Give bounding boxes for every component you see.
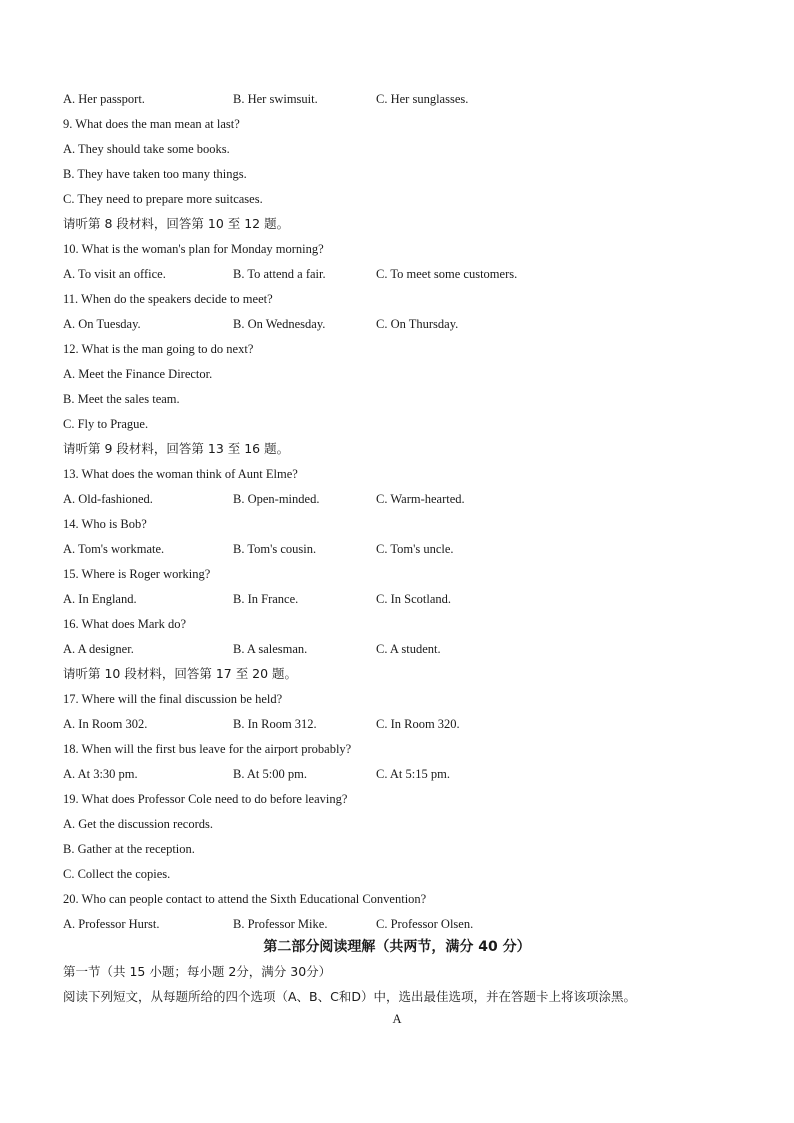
answer-option: A. On Tuesday. [63, 317, 141, 331]
answer-option: C. Professor Olsen. [376, 917, 474, 931]
answer-option: C. To meet some customers. [376, 267, 518, 281]
question: 14. Who is Bob? [63, 517, 147, 531]
answer-option: A. Tom's workmate. [63, 542, 165, 556]
exam-line: B. They have taken too many things. [63, 167, 247, 181]
question: 11. When do the speakers decide to meet? [63, 292, 273, 306]
question: 19. What does Professor Cole need to do before leaving? [63, 792, 348, 806]
answer-option: B. Professor Mike. [233, 917, 328, 931]
passage-label: A [392, 1012, 402, 1026]
answer-option: C. In Scotland. [376, 592, 451, 606]
answer-option: A. To visit an office. [63, 267, 166, 281]
answer-option: B. At 5:00 pm. [233, 767, 307, 781]
answer-option: C. On Thursday. [376, 317, 459, 331]
exam-line: 请听第 9 段材料，回答第 13 至 16 题。 [63, 441, 290, 456]
question: 17. Where will the final discussion be held? [63, 692, 283, 706]
question: 16. What does Mark do? [63, 617, 187, 631]
part-heading: 第二部分阅读理解（共两节，满分 40 分） [263, 939, 531, 955]
exam-line: 请听第 10 段材料，回答第 17 至 20 题。 [63, 666, 298, 681]
answer-option: A. In England. [63, 592, 137, 606]
answer-option: A. Her passport. [63, 92, 145, 106]
question: 12. What is the man going to do next? [63, 342, 254, 356]
answer-option: A. In Room 302. [63, 717, 148, 731]
answer-option: A. Old-fashioned. [63, 492, 153, 506]
question: 15. Where is Roger working? [63, 567, 211, 581]
answer-option: C. A student. [376, 642, 441, 656]
exam-line: A. Get the discussion records. [63, 817, 213, 831]
answer-option: B. Her swimsuit. [233, 92, 318, 106]
answer-option: C. At 5:15 pm. [376, 767, 450, 781]
question: 20. Who can people contact to attend the Sixth Educational Convention? [63, 892, 427, 906]
answer-option: B. In Room 312. [233, 717, 317, 731]
question: 18. When will the first bus leave for the airport probably? [63, 742, 352, 756]
exam-line: B. Gather at the reception. [63, 842, 195, 856]
answer-option: C. Tom's uncle. [376, 542, 454, 556]
exam-line: A. They should take some books. [63, 142, 230, 156]
answer-option: B. Open-minded. [233, 492, 320, 506]
answer-option: B. In France. [233, 592, 299, 606]
question: 13. What does the woman think of Aunt Elme? [63, 467, 298, 481]
answer-option: A. A designer. [63, 642, 134, 656]
answer-option: C. Warm-hearted. [376, 492, 465, 506]
exam-line: A. Meet the Finance Director. [63, 367, 213, 381]
exam-line: C. Fly to Prague. [63, 417, 149, 431]
instruction: 阅读下列短文，从每题所给的四个选项（A、B、C和D）中，选出最佳选项，并在答题卡上将该项涂黑。 [63, 989, 636, 1004]
question: 9. What does the man mean at last? [63, 117, 240, 131]
answer-option: C. In Room 320. [376, 717, 460, 731]
answer-option: B. Tom's cousin. [233, 542, 317, 556]
answer-option: A. At 3:30 pm. [63, 767, 138, 781]
exam-line: 请听第 8 段材料，回答第 10 至 12 题。 [63, 216, 290, 231]
answer-option: B. To attend a fair. [233, 267, 326, 281]
answer-option: B. On Wednesday. [233, 317, 326, 331]
exam-line: B. Meet the sales team. [63, 392, 180, 406]
question: 10. What is the woman's plan for Monday morning? [63, 242, 324, 256]
answer-option: C. Her sunglasses. [376, 92, 469, 106]
section-line: 第一节（共 15 小题；每小题 2分，满分 30分） [63, 964, 332, 979]
exam-line: C. They need to prepare more suitcases. [63, 192, 263, 206]
answer-option: A. Professor Hurst. [63, 917, 160, 931]
exam-line: C. Collect the copies. [63, 867, 171, 881]
answer-option: B. A salesman. [233, 642, 308, 656]
